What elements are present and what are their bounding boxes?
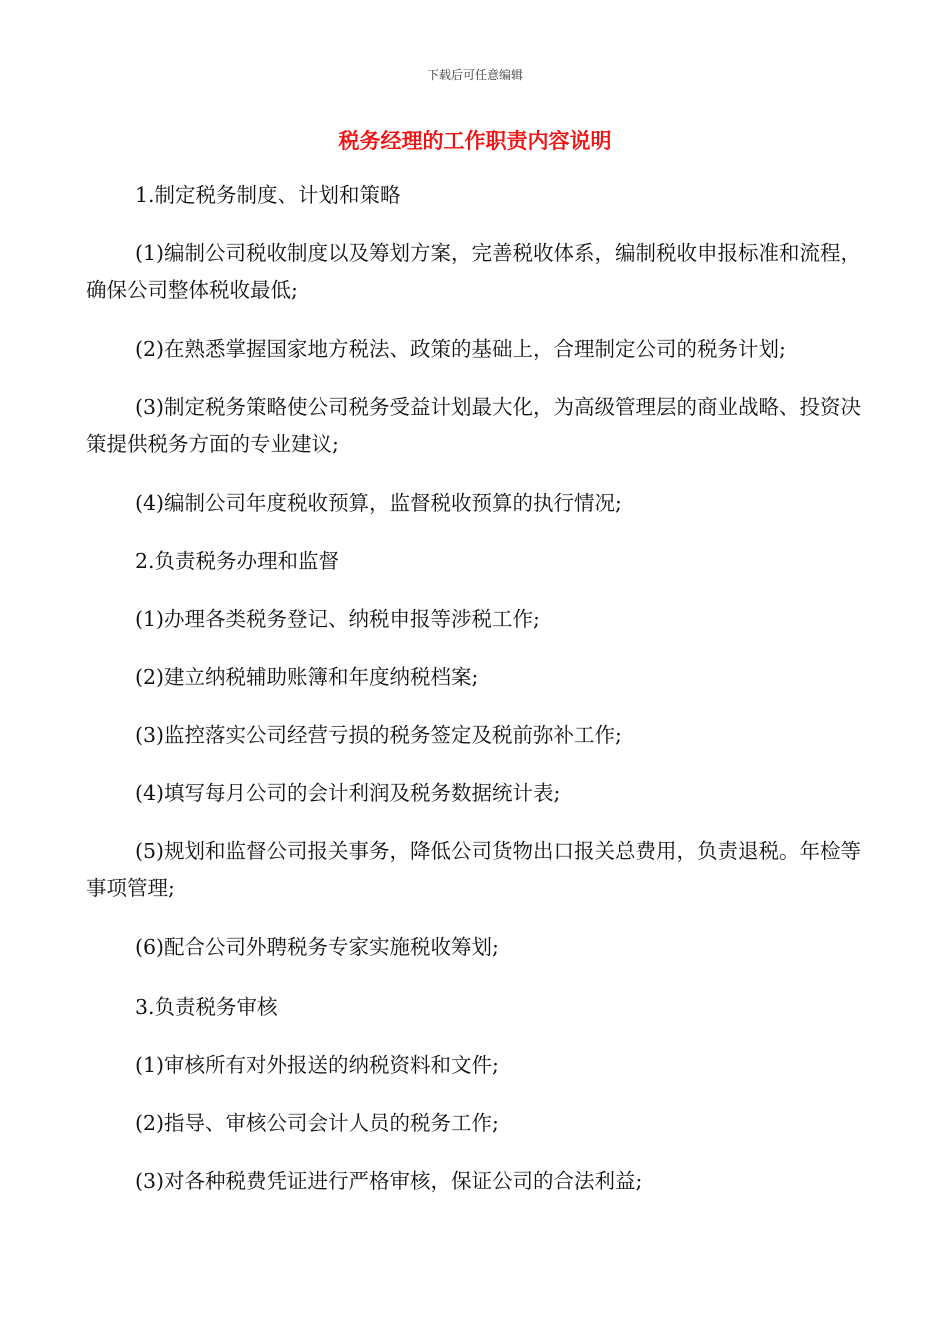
paragraph: (3)对各种税费凭证进行严格审核，保证公司的合法利益; (135, 1169, 643, 1193)
paragraph: (2)指导、审核公司会计人员的税务工作; (135, 1111, 499, 1135)
paragraph: (5)规划和监督公司报关事务，降低公司货物出口报关总费用，负责退税。年检等事项管理; (86, 839, 862, 900)
paragraph: (3)制定税务策略使公司税务受益计划最大化，为高级管理层的商业战略、投资决策提供税务方面的专业建议; (86, 395, 862, 456)
section-heading-3: 3.负责税务审核 (135, 995, 278, 1019)
document-title: 税务经理的工作职责内容说明 (338, 128, 612, 153)
paragraph: (1)办理各类税务登记、纳税申报等涉税工作; (135, 607, 540, 631)
section-heading-2: 2.负责税务办理和监督 (135, 549, 340, 573)
paragraph: (6)配合公司外聘税务专家实施税收筹划; (135, 935, 499, 959)
section-heading-1: 1.制定税务制度、计划和策略 (135, 183, 401, 207)
paragraph: (2)建立纳税辅助账簿和年度纳税档案; (135, 665, 479, 689)
paragraph: (4)编制公司年度税收预算，监督税收预算的执行情况; (135, 491, 622, 515)
paragraph: (2)在熟悉掌握国家地方税法、政策的基础上，合理制定公司的税务计划; (135, 337, 786, 361)
paragraph: (3)监控落实公司经营亏损的税务签定及税前弥补工作; (135, 723, 622, 747)
header-note: 下载后可任意编辑 (426, 68, 523, 82)
paragraph: (1)编制公司税收制度以及筹划方案，完善税收体系，编制税收申报标准和流程，确保公司整体税收最低; (86, 241, 862, 302)
paragraph: (1)审核所有对外报送的纳税资料和文件; (135, 1053, 499, 1077)
paragraph: (4)填写每月公司的会计利润及税务数据统计表; (135, 781, 561, 805)
